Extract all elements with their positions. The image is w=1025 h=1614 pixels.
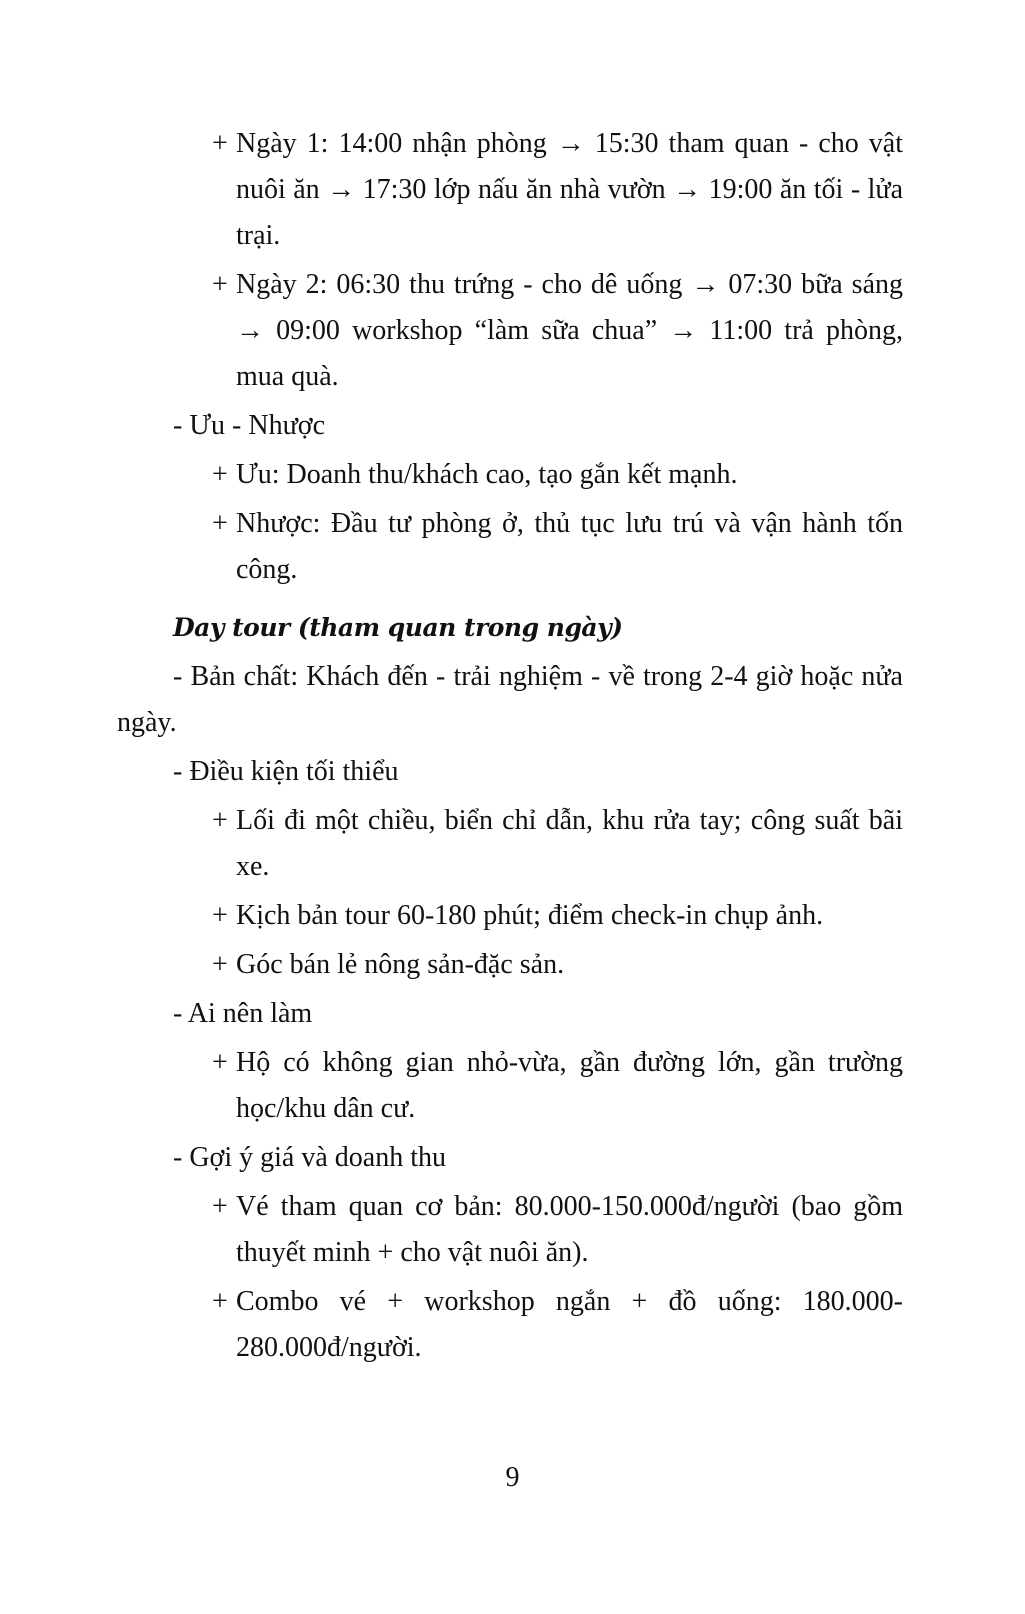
sub-bullet-text: Hộ có không gian nhỏ-vừa, gần đường lớn, gần trường học/khu dân cư. bbox=[236, 1047, 903, 1124]
plus-marker: + bbox=[212, 459, 228, 490]
sub-bullet-tour-script bbox=[117, 893, 903, 939]
plus-marker: + bbox=[212, 1191, 228, 1222]
sub-bullet-day-1 bbox=[117, 121, 903, 259]
page-number: 9 bbox=[505, 1462, 520, 1493]
sub-bullet-pros bbox=[117, 452, 903, 498]
plus-marker: + bbox=[212, 1286, 228, 1317]
sub-bullet-cons bbox=[117, 501, 903, 593]
sub-bullet-text: Kịch bản tour 60-180 phút; điểm check-in chụp ảnh. bbox=[236, 900, 824, 931]
bullet-pros-cons: - Ưu - Nhược bbox=[173, 410, 326, 441]
plus-marker: + bbox=[212, 1047, 228, 1078]
page-content bbox=[117, 121, 903, 1371]
plus-marker: + bbox=[212, 128, 228, 159]
plus-marker: + bbox=[212, 508, 228, 539]
sub-bullet-retail-corner bbox=[117, 942, 903, 988]
sub-bullet-text: Ưu: Doanh thu/khách cao, tạo gắn kết mạnh. bbox=[236, 459, 738, 490]
sub-bullet-basic-ticket bbox=[117, 1184, 903, 1276]
sub-bullet-text: Nhược: Đầu tư phòng ở, thủ tục lưu trú và vận hành tốn công. bbox=[236, 508, 903, 585]
sub-bullet-combo bbox=[117, 1279, 903, 1371]
sub-bullet-text: Vé tham quan cơ bản: 80.000-150.000đ/người (bao gồm thuyết minh + cho vật nuôi ăn). bbox=[236, 1191, 903, 1268]
sub-bullet-text: Góc bán lẻ nông sản-đặc sản. bbox=[236, 949, 565, 980]
bullet-who-should: - Ai nên làm bbox=[173, 998, 313, 1029]
sub-bullet-text: Combo vé + workshop ngắn + đồ uống: 180.000-280.000đ/người. bbox=[236, 1286, 903, 1363]
plus-marker: + bbox=[212, 949, 228, 980]
section-heading-day-tour: Day tour (tham quan trong ngày) bbox=[173, 613, 623, 642]
paragraph-nature: - Bản chất: Khách đến - trải nghiệm - về trong 2-4 giờ hoặc nửa ngày. bbox=[117, 661, 903, 738]
plus-marker: + bbox=[212, 900, 228, 931]
plus-marker: + bbox=[212, 805, 228, 836]
sub-bullet-households bbox=[117, 1040, 903, 1132]
sub-bullet-text: Lối đi một chiều, biển chỉ dẫn, khu rửa tay; công suất bãi xe. bbox=[236, 805, 903, 882]
sub-bullet-text: Ngày 1: 14:00 nhận phòng → 15:30 tham quan - cho vật nuôi ăn → 17:30 lớp nấu ăn nhà vườn → 19:00 ăn tối - lửa trại. bbox=[236, 128, 903, 251]
sub-bullet-text: Ngày 2: 06:30 thu trứng - cho dê uống → 07:30 bữa sáng → 09:00 workshop “làm sữa chua” → 11:00 trả phòng, mua quà. bbox=[236, 269, 903, 392]
bullet-pricing: - Gợi ý giá và doanh thu bbox=[173, 1142, 446, 1173]
sub-bullet-one-way-path bbox=[117, 798, 903, 890]
bullet-minimum-conditions: - Điều kiện tối thiểu bbox=[173, 756, 399, 787]
sub-bullet-day-2 bbox=[117, 262, 903, 400]
plus-marker: + bbox=[212, 269, 228, 300]
